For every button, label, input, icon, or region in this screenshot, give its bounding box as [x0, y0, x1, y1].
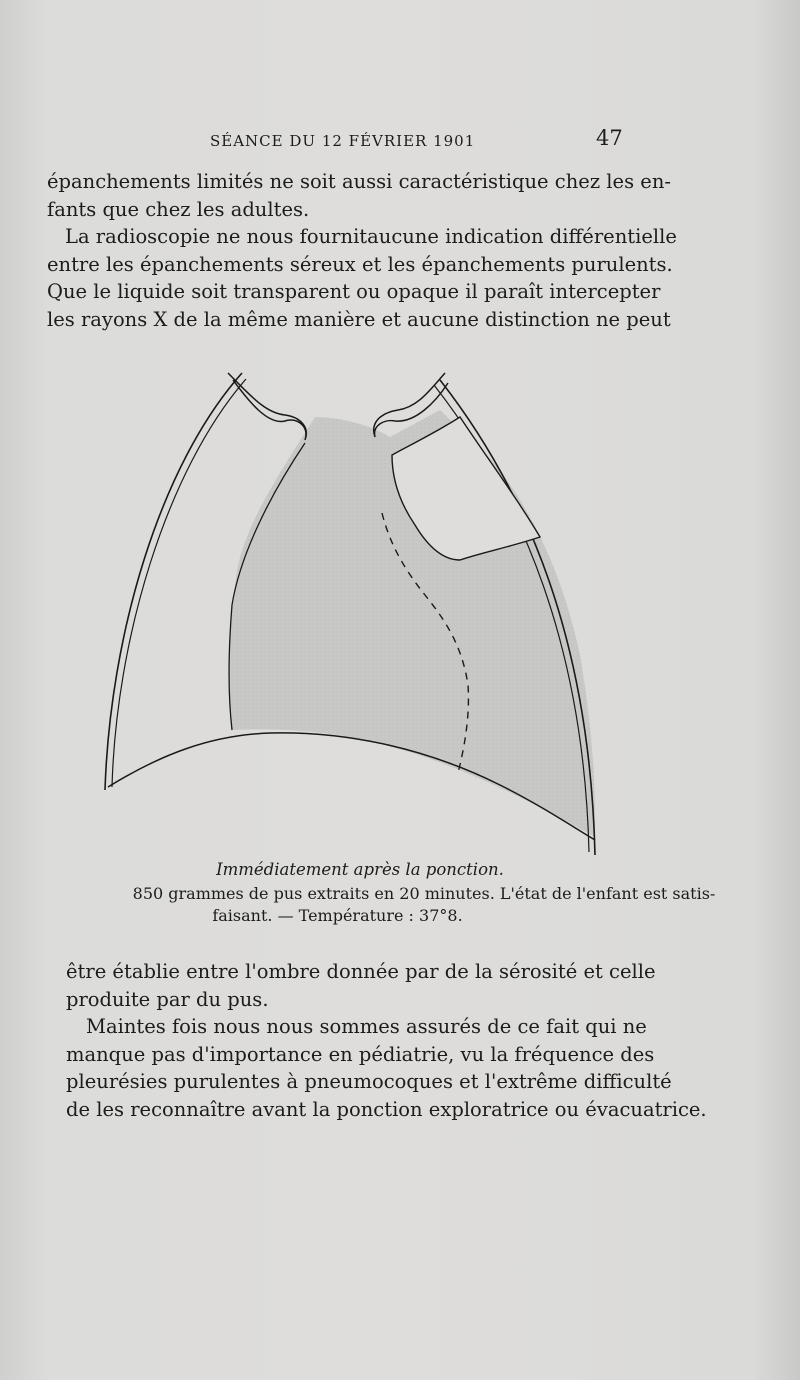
body-text-top	[47, 168, 677, 333]
caption-line: 850 grammes de pus extraits en 20 minutes. L'état de l'enfant est satis-	[132, 884, 716, 903]
caption-line: faisant. — Température : 37°8.	[212, 906, 463, 925]
running-head: SÉANCE DU 12 FÉVRIER 1901	[210, 132, 476, 150]
text-line: de les reconnaître avant la ponction exploratrice ou évacuatrice.	[66, 1097, 707, 1121]
page-number: 47	[596, 126, 623, 150]
text-line: être établie entre l'ombre donnée par de la sérosité et celle	[66, 960, 656, 983]
text-line: épanchements limités ne soit aussi caractéristique chez les en-	[47, 170, 671, 193]
text-line: les rayons X de la même manière et aucune distinction ne peut	[47, 307, 671, 331]
figure-caption	[0, 860, 800, 927]
text-line: Que le liquide soit transparent ou opaque il paraît intercepter	[47, 280, 661, 303]
body-text-bottom	[66, 958, 707, 1123]
text-line: La radioscopie ne nous fournitaucune indication différentielle	[65, 225, 677, 248]
caption-body	[0, 883, 800, 927]
radiograph-figure	[100, 355, 610, 860]
text-line: entre les épanchements séreux et les épanchements purulents.	[47, 252, 673, 276]
clavicle-left	[228, 373, 306, 440]
caption-title: Immédiatement après la ponction.	[216, 860, 504, 879]
text-line: Maintes fois nous nous sommes assurés de ce fait qui ne	[86, 1015, 647, 1038]
chest-wall-left	[105, 373, 242, 790]
text-line: manque pas d'importance en pédiatrie, vu la fréquence des	[66, 1042, 655, 1066]
text-line: fants que chez les adultes.	[47, 197, 310, 221]
text-line: pleurésies purulentes à pneumocoques et l'extrême difficulté	[66, 1070, 672, 1093]
text-line: produite par du pus.	[66, 987, 269, 1011]
